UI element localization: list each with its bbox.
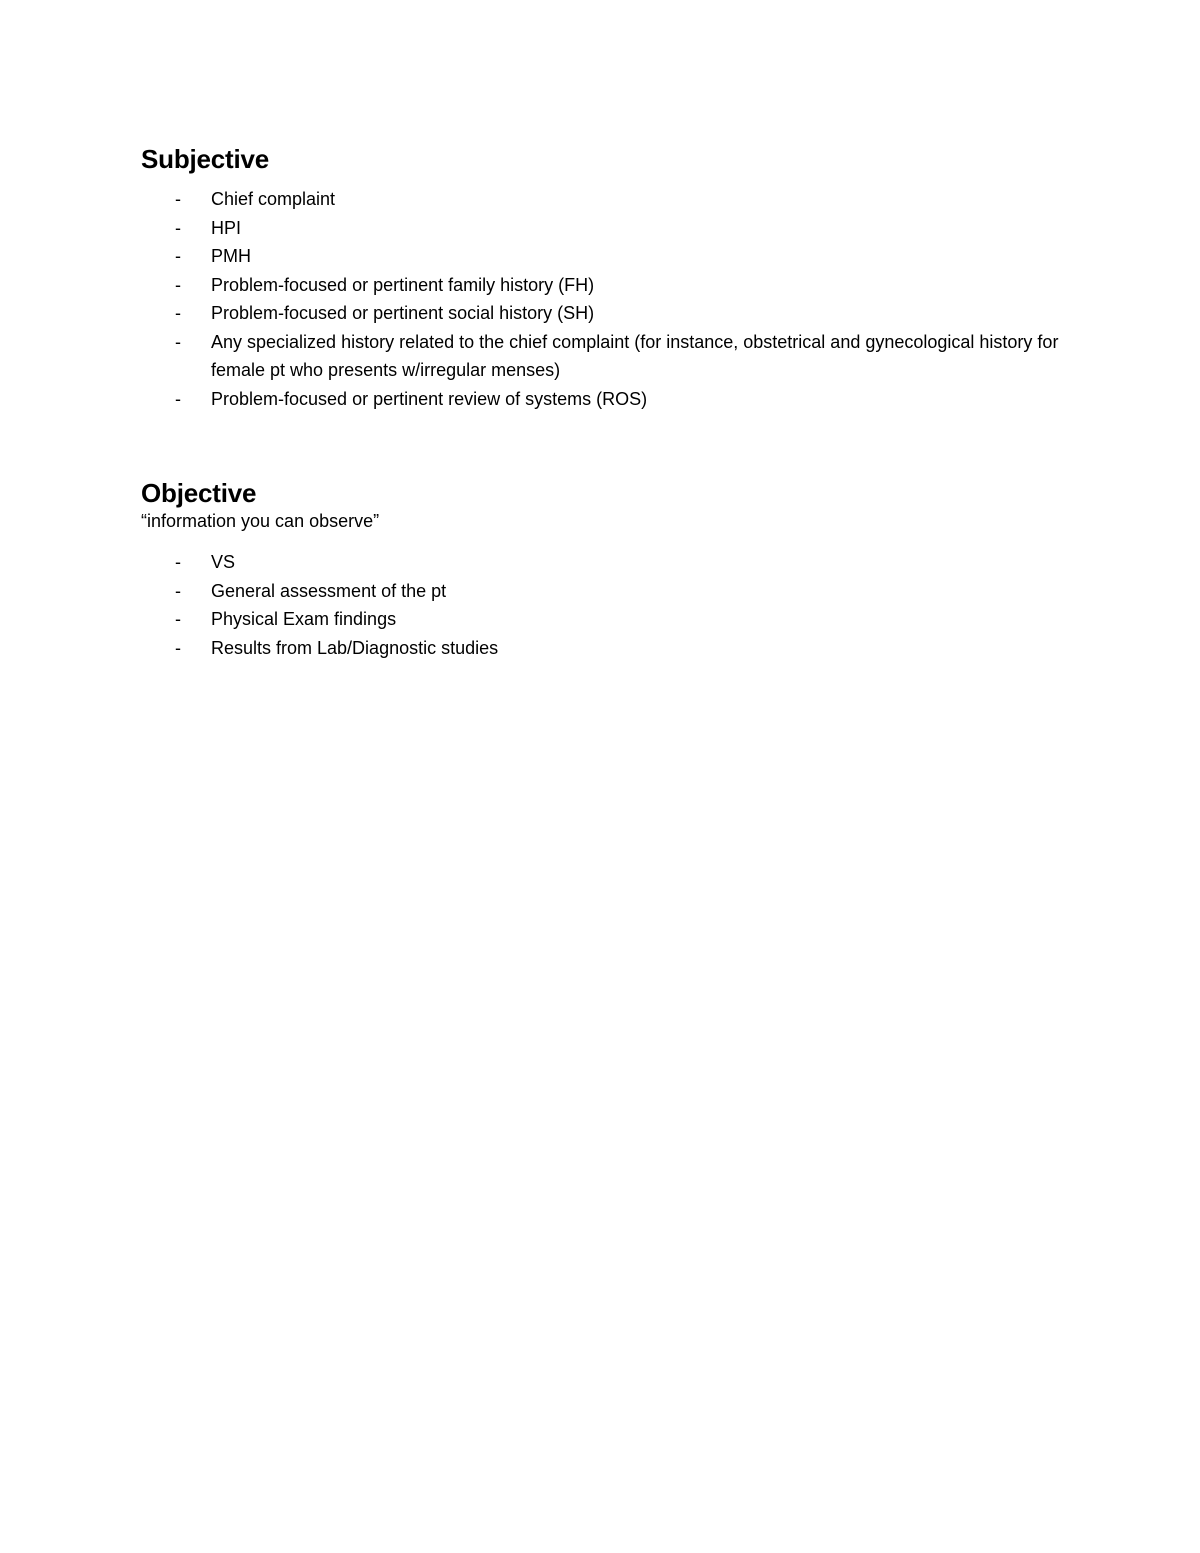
list-item-text: Results from Lab/Diagnostic studies bbox=[211, 637, 499, 658]
list-dash: - bbox=[175, 580, 181, 601]
list-item-text: Physical Exam findings bbox=[211, 609, 397, 629]
list-item bbox=[141, 242, 1061, 271]
objective-list bbox=[141, 548, 1061, 662]
list-item-text: VS bbox=[211, 552, 236, 572]
list-item bbox=[141, 328, 1061, 385]
list-dash: - bbox=[175, 331, 181, 352]
subjective-list bbox=[141, 185, 1061, 413]
list-item-text: PMH bbox=[211, 246, 251, 266]
list-item-text: Any specialized history related to the chief complaint (for instance, obstetrical and gynecological history for female pt who presents w/irregular menses) bbox=[211, 331, 1059, 380]
list-item bbox=[141, 605, 1061, 634]
list-item bbox=[141, 185, 1061, 214]
list-item-text: Problem-focused or pertinent family history (FH) bbox=[211, 274, 595, 295]
list-dash: - bbox=[175, 609, 181, 629]
list-dash: - bbox=[175, 303, 181, 323]
list-item bbox=[141, 577, 1061, 606]
list-dash: - bbox=[175, 637, 181, 658]
list-item-text: Problem-focused or pertinent social history (SH) bbox=[211, 303, 595, 323]
list-item bbox=[141, 299, 1061, 328]
list-item bbox=[141, 214, 1061, 243]
list-item bbox=[141, 548, 1061, 577]
subjective-heading: Subjective bbox=[141, 144, 270, 174]
list-dash: - bbox=[175, 552, 181, 572]
list-item-text: General assessment of the pt bbox=[211, 580, 447, 601]
objective-subtitle: “information you can observe” bbox=[141, 511, 380, 531]
list-dash: - bbox=[175, 274, 181, 295]
list-item-text: HPI bbox=[211, 217, 242, 238]
list-item-text: Chief complaint bbox=[211, 189, 336, 209]
list-item bbox=[141, 634, 1061, 663]
list-item-text: Problem-focused or pertinent review of systems (ROS) bbox=[211, 388, 648, 409]
list-dash: - bbox=[175, 246, 181, 266]
list-dash: - bbox=[175, 189, 181, 209]
list-dash: - bbox=[175, 388, 181, 409]
list-item bbox=[141, 385, 1061, 414]
objective-heading: Objective bbox=[141, 478, 257, 508]
list-item bbox=[141, 271, 1061, 300]
document-content bbox=[141, 142, 1061, 662]
list-dash: - bbox=[175, 217, 181, 238]
